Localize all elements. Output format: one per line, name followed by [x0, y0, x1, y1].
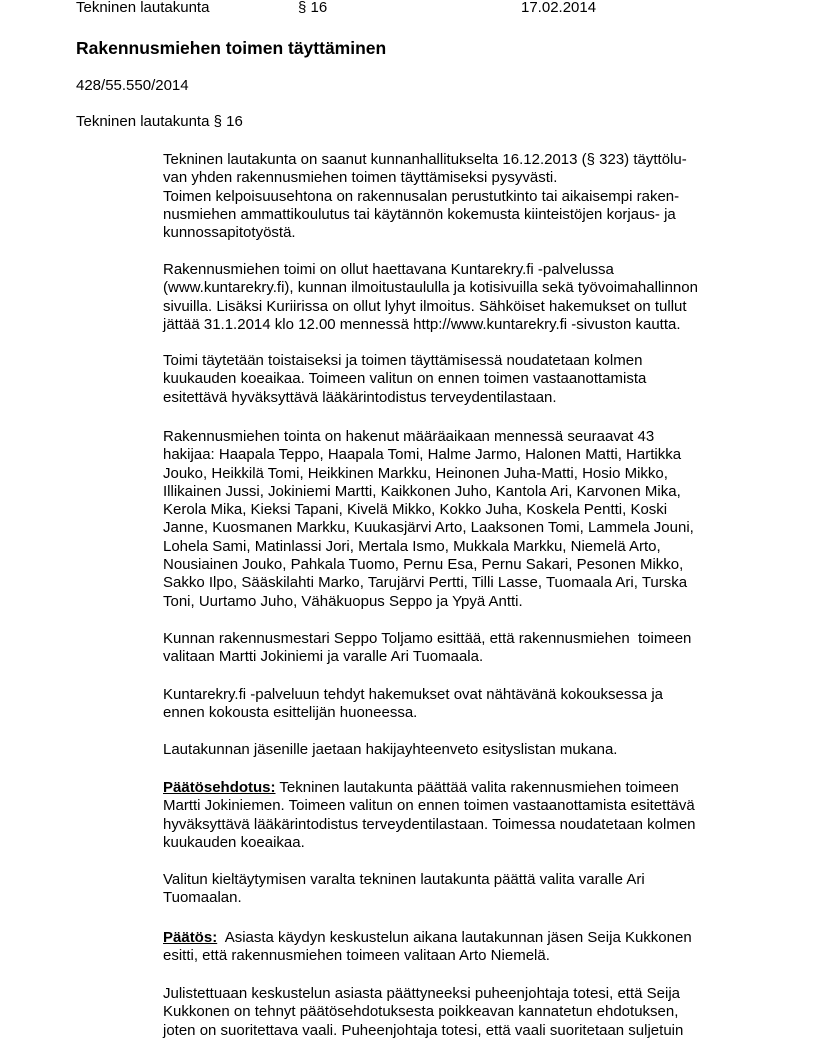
paragraph-summary-distribution: [163, 741, 617, 759]
paragraph-trial-period: [163, 352, 646, 407]
decision-text: Asiasta käydyn keskustelun aikana lautakunnan jäsen Seija Kukkonen: [217, 929, 692, 946]
text-line: kuukauden koeaikaa.: [163, 833, 305, 851]
text-line: [163, 779, 696, 797]
header-section: § 16: [298, 0, 328, 16]
paragraph-recommendation: [163, 630, 691, 667]
text-line: esitti, että rakennusmiehen toimeen valitaan Arto Niemelä.: [163, 947, 550, 965]
text-line: (www.kuntarekry.fi), kunnan ilmoitustaululla ja kotisivuilla sekä työvoimahallinnon: [163, 279, 698, 297]
text-line: Janne, Kuosmanen Markku, Kuukasjärvi Arto, Laaksonen Tomi, Lammela Jouni,: [163, 519, 694, 537]
text-line: joten on suoritettava vaali. Puheenjohtaja totesi, että vaali suoritetaan suljetuin: [163, 1021, 684, 1039]
text-line: valitaan Martti Jokiniemi ja varalle Ari Tuomaala.: [163, 648, 484, 666]
paragraph-applications-viewable: [163, 686, 663, 723]
text-line: Kukkonen on tehnyt päätösehdotuksesta poikkeavan kannatetun ehdotuksen,: [163, 1003, 679, 1021]
paragraph-permit: [163, 151, 687, 242]
text-line: kuukauden koeaikaa. Toimeen valitun on ennen toimen vastaanottamista: [163, 370, 647, 388]
text-line: Kunnan rakennusmestari Seppo Toljamo esittää, että rakennusmiehen toimeen: [163, 630, 692, 647]
header-body-name: Tekninen lautakunta: [76, 0, 210, 16]
text-line: Valitun kieltäytymisen varalta tekninen lautakunta päättä valita varalle Ari: [163, 871, 645, 888]
text-line: Nousiainen Jouko, Pahkala Tuomo, Pernu Esa, Pernu Sakari, Pesonen Mikko,: [163, 556, 684, 574]
paragraph-reserve: [163, 871, 645, 908]
text-line: jättää 31.1.2014 klo 12.00 mennessä http://www.kuntarekry.fi -sivuston kautta.: [163, 315, 681, 333]
paragraph-decision-proposal: [163, 779, 696, 852]
section-subheading: Tekninen lautakunta § 16: [76, 113, 243, 130]
text-line: nusmiehen ammattikoulutus tai käytännön kokemusta kiinteistöjen korjaus- ja: [163, 205, 676, 223]
text-line: Kerola Mika, Kieksi Tapani, Kivelä Mikko, Kokko Juha, Koskela Pentti, Koski: [163, 501, 668, 519]
text-line: Rakennusmiehen toimi on ollut haettavana Kuntarekry.fi -palvelussa: [163, 261, 614, 278]
text-line: Kuntarekry.fi -palveluun tehdyt hakemukset ovat nähtävänä kokouksessa ja: [163, 686, 664, 703]
text-line: Julistettuaan keskustelun asiasta päättyneeksi puheenjohtaja totesi, että Seija: [163, 985, 681, 1002]
text-line: kunnossapitotyöstä.: [163, 224, 296, 242]
decision-label: Päätös:: [163, 929, 218, 946]
header-date: 17.02.2014: [521, 0, 597, 16]
text-line: ennen kokousta esittelijän huoneessa.: [163, 704, 418, 722]
text-line: [163, 929, 692, 947]
text-line: Lohela Sami, Matinlassi Jori, Mertala Ismo, Mukkala Markku, Niemelä Arto,: [163, 537, 661, 555]
paragraph-vote: [163, 985, 683, 1040]
text-line: Jouko, Heikkilä Tomi, Heikkinen Markku, Heinonen Juha-Matti, Hosio Mikko,: [163, 464, 668, 482]
text-line: Tuomaalan.: [163, 889, 242, 907]
text-line: van yhden rakennusmiehen toimen täyttämiseksi pysyvästi.: [163, 169, 558, 187]
paragraph-applicants: [163, 428, 694, 611]
paragraph-advertisement: [163, 261, 698, 334]
diary-number: 428/55.550/2014: [76, 77, 189, 94]
decision-proposal-label: Päätösehdotus:: [163, 779, 276, 796]
decision-proposal-text: Tekninen lautakunta päättää valita rakennusmiehen toimeen: [275, 779, 679, 796]
text-line: sivuilla. Lisäksi Kuriirissa on ollut lyhyt ilmoitus. Sähköiset hakemukset on tullut: [163, 297, 687, 315]
paragraph-decision: [163, 929, 692, 966]
text-line: Rakennusmiehen tointa on hakenut määräaikaan mennessä seuraavat 43: [163, 428, 655, 445]
text-line: Sakko Ilpo, Sääskilahti Marko, Tarujärvi Pertti, Tilli Lasse, Tuomaala Ari, Turska: [163, 574, 688, 592]
text-line: esitettävä hyväksyttävä lääkärintodistus terveydentilastaan.: [163, 388, 557, 406]
text-line: hyväksyttävä lääkärintodistus terveydentilastaan. Toimessa noudatetaan kolmen: [163, 815, 696, 833]
text-line: hakijaa: Haapala Teppo, Haapala Tomi, Halme Jarmo, Halonen Matti, Hartikka: [163, 446, 682, 464]
text-line: Tekninen lautakunta on saanut kunnanhallitukselta 16.12.2013 (§ 323) täyttölu-: [163, 151, 687, 168]
text-line: Illikainen Jussi, Jokiniemi Martti, Kaikkonen Juho, Kantola Ari, Karvonen Mika,: [163, 482, 681, 500]
text-line: Martti Jokiniemen. Toimeen valitun on ennen toimen vastaanottamista esitettävä: [163, 797, 695, 815]
document-title: Rakennusmiehen toimen täyttäminen: [76, 38, 387, 58]
text-line: Toni, Uurtamo Juho, Vähäkuopus Seppo ja Ypyä Antti.: [163, 592, 523, 610]
text-line: Toimi täytetään toistaiseksi ja toimen täyttämisessä noudatetaan kolmen: [163, 352, 643, 369]
text-line: Lautakunnan jäsenille jaetaan hakijayhteenveto esityslistan mukana.: [163, 741, 618, 758]
text-line: Toimen kelpoisuusehtona on rakennusalan perustutkinto tai aikaisempi raken-: [163, 187, 680, 205]
